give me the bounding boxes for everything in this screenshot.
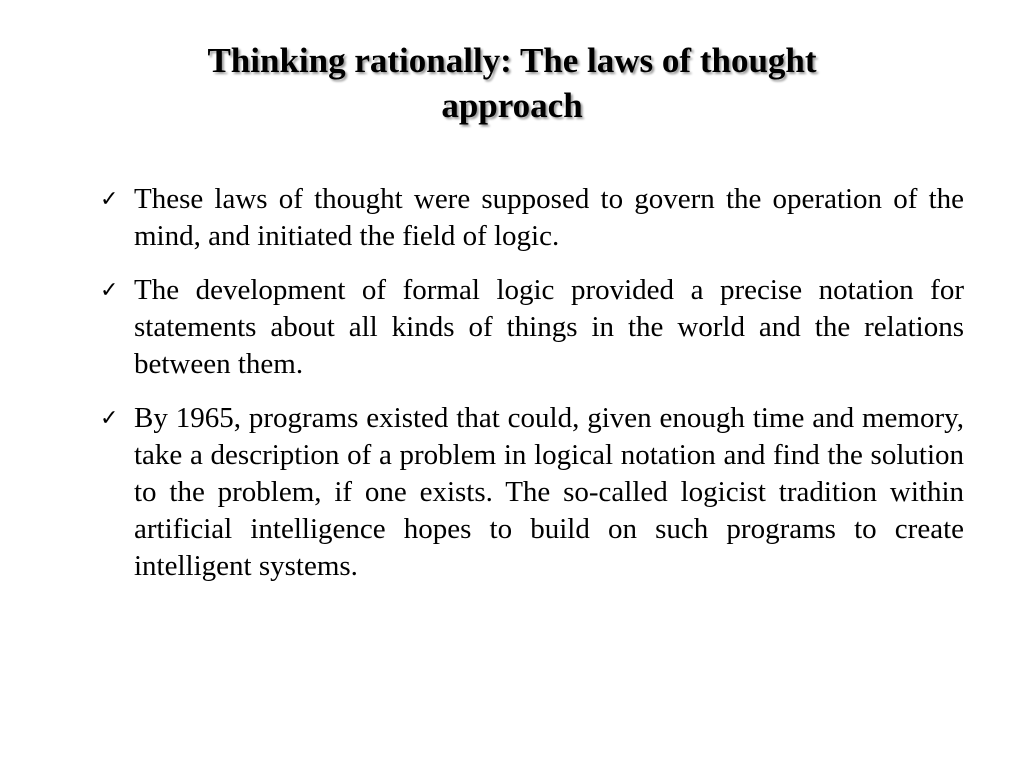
bullet-item	[96, 272, 964, 383]
checkmark-icon: ✓	[100, 187, 119, 212]
bullet-text: The development of formal logic provided a precise notation for statements about all kinds of things in the world and the relations between them.	[134, 274, 964, 380]
bullet-text: By 1965, programs existed that could, given enough time and memory, take a description of a problem in logical notation and find the solution to the problem, if one exists. The so-called logicist tradition within artificial intelligence hopes to build on such programs to create intelligent systems.	[134, 402, 964, 582]
bullet-item	[96, 400, 964, 585]
slide-title	[112, 38, 912, 128]
checkmark-icon: ✓	[100, 278, 119, 303]
bullet-text: These laws of thought were supposed to govern the operation of the mind, and initiated the field of logic.	[134, 183, 964, 252]
slide-title-line-1: Thinking rationally: The laws of thought	[207, 41, 817, 80]
bullet-list	[96, 181, 964, 602]
bullet-item	[96, 181, 964, 255]
checkmark-icon: ✓	[100, 406, 119, 431]
slide-title-line-2: approach	[441, 86, 583, 125]
